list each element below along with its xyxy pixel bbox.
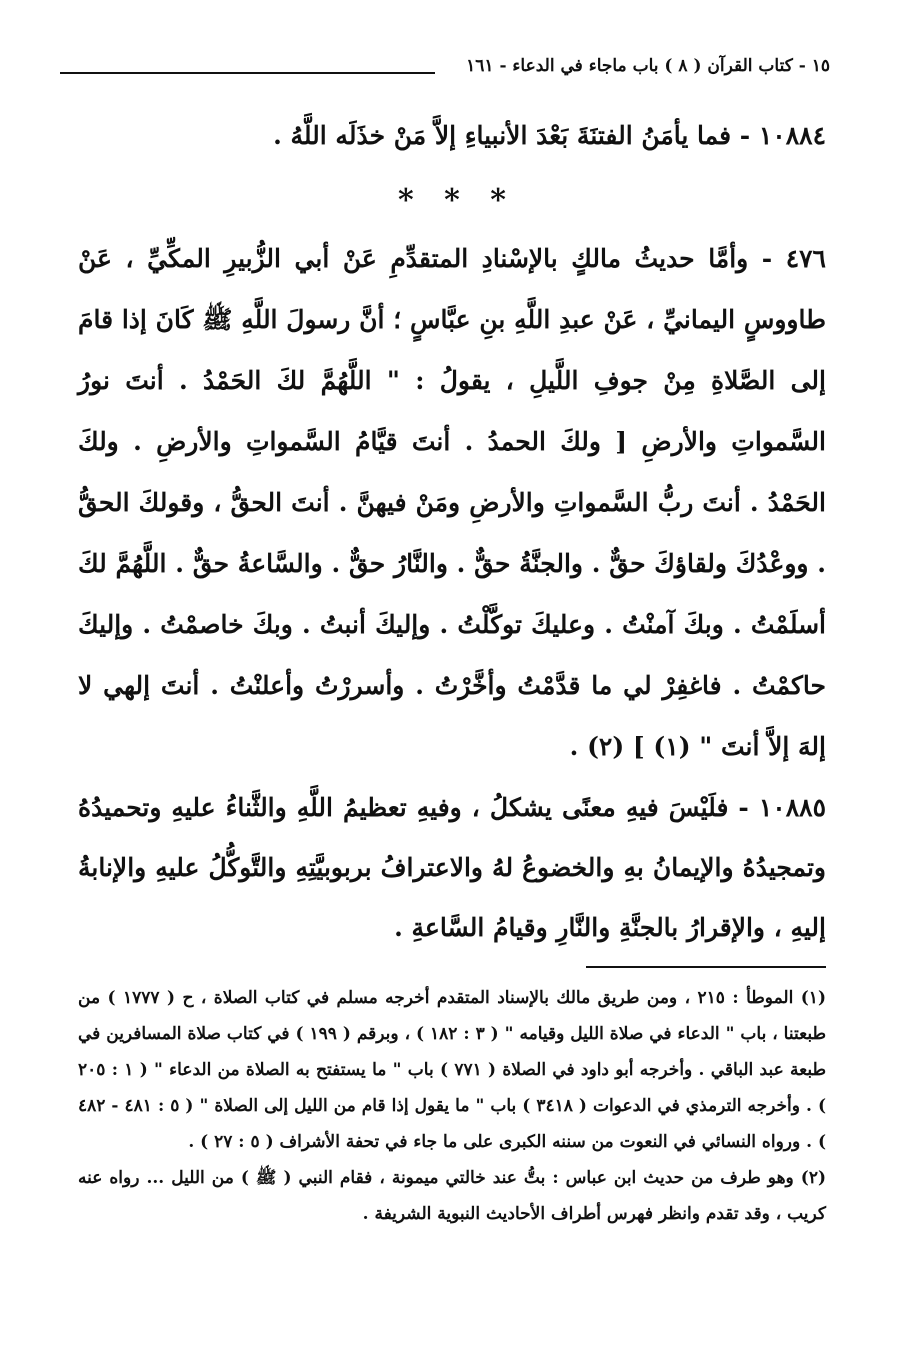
running-header — [60, 50, 830, 90]
footnote-1: (١) الموطأ : ٢١٥ ، ومن طريق مالك بالإسناد المتقدم أخرجه مسلم في كتاب الصلاة ، ح ( ١٧٧٧ ) من طبعتنا ، باب " الدعاء في صلاة الليل وقيامه " ( ٣ : ١٨٢ ) ، وبرقم ( ١٩٩ ) في كتاب صلاة المسافرين في طبعة عبد الباقي . وأخرجه أبو داود في الصلاة ( ٧٧١ ) باب " ما يستفتح به الصلاة من الدعاء " ( ١ : ٢٠٥ ) . وأخرجه الترمذي في الدعوات ( ٣٤١٨ ) باب " ما يقول إذا قام من الليل إلى الصلاة " ( ٥ : ٤٨١ - ٤٨٢ ) . ورواه النسائي في النعوت من سننه الكبرى على ما جاء في تحفة الأشراف ( ٥ : ٢٧ ) . — [78, 988, 826, 1152]
footnote-rule — [586, 966, 826, 968]
footnote-2: (٢) وهو طرف من حديث ابن عباس : بتُّ عند خالتي ميمونة ، فقام النبي ( ﷺ ) من الليل ... رواه عنه كريب ، وقد تقدم وانظر فهرس أطراف الأحاديث النبوية الشريفة . — [78, 1168, 826, 1224]
paragraph-10885-text: ١٠٨٨٥ - فلَيْسَ فيهِ معنًى يشكلُ ، وفيهِ تعظيمُ اللَّهِ والثَّناءُ عليهِ وتحميدُهُ وتمجيدُهُ والإيمانُ بهِ والخضوعُ لهُ والاعترافُ بربوبيَّتِهِ والتَّوكُّلُ عليهِ والإنابةُ إليهِ ، والإقرارُ بالجنَّةِ والنَّارِ وقيامُ السَّاعةِ . — [78, 793, 826, 942]
header-text: ١٥ - كتاب القرآن ( ٨ ) باب ماجاء في الدعاء - ١٦١ — [466, 56, 830, 76]
header-rule — [60, 72, 435, 74]
paragraph-10884-text: ١٠٨٨٤ - فما يأمَنُ الفتنَةَ بَعْدَ الأنبياءِ إلاَّ مَنْ خذَلَه اللَّهُ . — [273, 121, 826, 150]
paragraph-10885 — [78, 778, 826, 958]
footnotes — [78, 980, 826, 1232]
hadith-476 — [78, 228, 826, 777]
section-separator: * * * — [398, 183, 516, 218]
paragraph-10884 — [78, 105, 826, 166]
hadith-476-text: ٤٧٦ - وأمَّا حديثُ مالكٍ بالإسْنادِ المتقدِّمِ عَنْ أبي الزُّبيرِ المكِّيِّ ، عَنْ طاووسٍ اليمانيِّ ، عَنْ عبدِ اللَّهِ بنِ عبَّاسٍ ؛ أنَّ رسولَ اللَّهِ ﷺ كَانَ إذا قامَ إلى الصَّلاةِ مِنْ جوفِ اللَّيلِ ، يقولُ : " اللَّهُمَّ لكَ الحَمْدُ . أنتَ نورُ السَّمواتِ والأرضِ [ ولكَ الحمدُ . أنتَ قيَّامُ السَّمواتِ والأرضِ . ولكَ الحَمْدُ . أنتَ ربُّ السَّمواتِ والأرضِ ومَنْ فيهنَّ . أنتَ الحقُّ ، وقولكَ الحقُّ . ووعْدُكَ ولقاؤكَ حقٌّ . والجنَّةُ حقٌّ . والنَّارُ حقٌّ . والسَّاعةُ حقٌّ . اللَّهُمَّ لكَ أسلَمْتُ . وبكَ آمنْتُ . وعليكَ توكَّلْتُ . وإليكَ أنبتُ . وبكَ خاصمْتُ . وإليكَ حاكمْتُ . فاغفِرْ لي ما قدَّمْتُ وأخَّرْتُ . وأسررْتُ وأعلنْتُ . أنتَ إلهي لا إلهَ إلاَّ أنتَ " (١) ] (٢) . — [78, 244, 827, 761]
